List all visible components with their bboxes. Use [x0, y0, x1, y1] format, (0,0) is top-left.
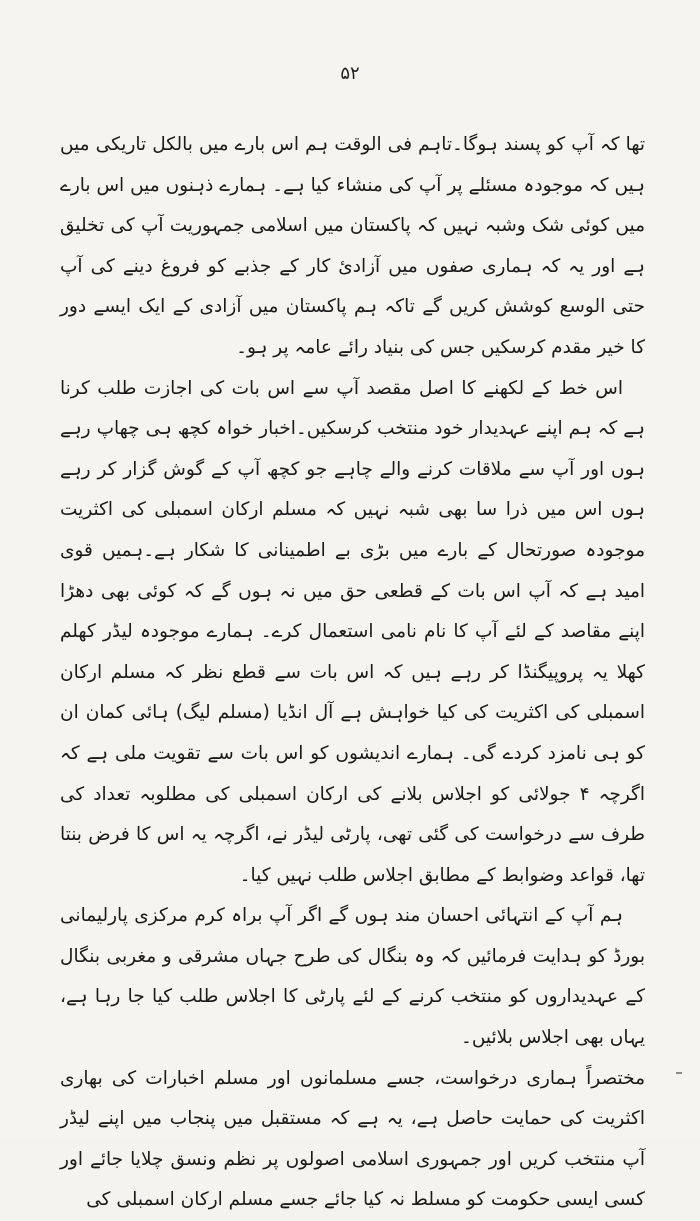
letter-body: [60, 125, 645, 1221]
scan-mark: [676, 1072, 682, 1074]
paragraph-1: تھا کہ آپ کو پسند ہوگا۔تاہم فی الوقت ہم اس بارے میں بالکل تاریکی میں ہیں کہ موجودہ مسئلے پر آپ کی منشاء کیا ہے۔ ہمارے ذہنوں میں اس بارے میں کوئی شک وشبہ نہیں کہ پاکستان میں اسلامی جمہوریت آپ کی تخلیق ہے اور یہ کہ ہماری صفوں میں آزادئ کار کے جذبے کو فروغ دینے کی آپ حتی الوسع کوشش کریں گے تاکہ ہم پاکستان میں آزادی کے ایک ایسے دور کا خیر مقدم کرسکیں جس کی بنیاد رائے عامہ پر ہو۔: [60, 134, 645, 358]
paragraph-2: اس خط کے لکھنے کا اصل مقصد آپ سے اس بات کی اجازت طلب کرنا ہے کہ ہم اپنے عہدیدار خود منتخب کرسکیں۔اخبار خواہ کچھ ہی چھاپ رہے ہوں اور آپ سے ملاقات کرنے والے چاہے جو کچھ آپ کے گوش گزار کر رہے ہوں اس میں ذرا سا بھی شبہ نہیں کہ مسلم ارکان اسمبلی کی اکثریت موجودہ صورتحال کے بارے میں بڑی بے اطمینانی کا شکار ہے۔ہمیں قوی امید ہے کہ آپ اس بات کے قطعی حق میں نہ ہوں گے کہ کوئی بھی دھڑا اپنے مقاصد کے لئے آپ کا نام نامی استعمال کرے۔ ہمارے موجودہ لیڈر کھلم کھلا یہ پروپیگنڈا کر رہے ہیں کہ اس بات سے قطع نظر کہ مسلم ارکان اسمبلی کی اکثریت کی کیا خواہش ہے آل انڈیا (مسلم لیگ) ہائی کمان ان کو ہی نامزد کردے گی۔ ہمارے اندیشوں کو اس بات سے تقویت ملی ہے کہ اگرچہ ۴ جولائی کو اجلاس بلانے کی ارکان اسمبلی کی مطلوبہ تعداد کی طرف سے درخواست کی گئی تھی، پارٹی لیڈر نے، اگرچہ یہ اس کا فرض بنتا تھا، قواعد وضوابط کے مطابق اجلاس طلب نہیں کیا۔: [60, 377, 645, 886]
paragraph-4: مختصراً ہماری درخواست، جسے مسلمانوں اور مسلم اخبارات کی بھاری اکثریت کی حمایت حاصل ہے، یہ ہے کہ مستقبل میں پنجاب میں اپنے لیڈر آپ منتخب کریں اور جمہوری اسلامی اصولوں پر نظم ونسق چلایا جائے اور کسی ایسی حکومت کو مسلط نہ کیا جائے جسے مسلم ارکان اسمبلی کی: [60, 1067, 645, 1211]
page-number: ۵۲: [340, 63, 360, 84]
paragraph-3: ہم آپ کے انتہائی احسان مند ہوں گے اگر آپ براہ کرم مرکزی پارلیمانی بورڈ کو ہدایت فرمائیں کہ وہ بنگال کی طرح جہاں مشرقی و مغربی بنگال کے عہدیداروں کو منتخب کرنے کے لئے پارٹی کا اجلاس طلب کیا جا رہا ہے، یہاں بھی اجلاس بلائیں۔: [60, 905, 645, 1049]
